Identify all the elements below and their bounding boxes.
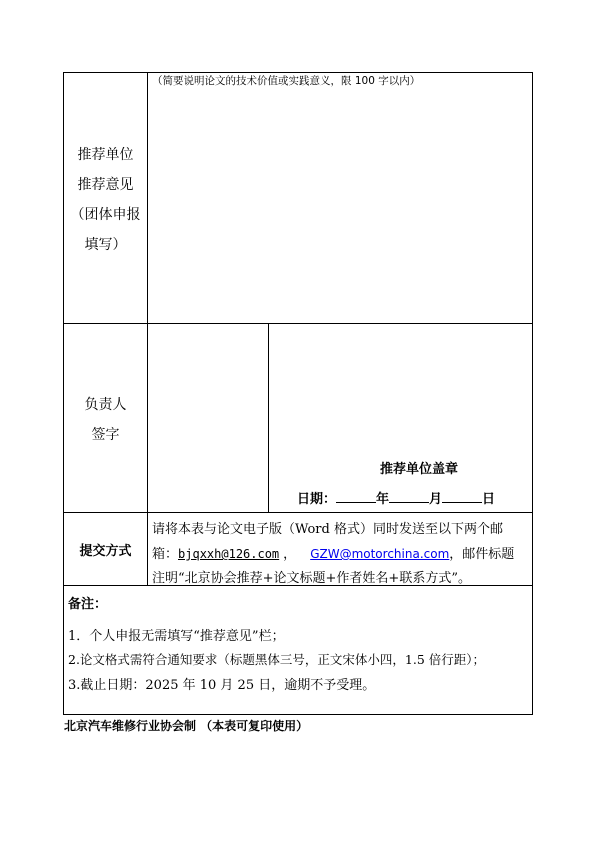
- signature-label-line: 签字: [91, 427, 120, 443]
- signature-label: [64, 390, 147, 450]
- day-label: 日: [482, 492, 496, 507]
- signature-area[interactable]: [148, 324, 268, 512]
- email-separator: ，: [283, 547, 297, 562]
- recommend-label-line: 填写）: [84, 237, 127, 253]
- month-blank[interactable]: [389, 490, 429, 503]
- date-row: [297, 488, 495, 507]
- submission-line-3: 注明“北京协会推荐+论文标题+作者姓名+联系方式”。: [152, 571, 471, 586]
- stamp-area[interactable]: [269, 324, 532, 454]
- recommend-label-line: （团体申报: [70, 207, 141, 223]
- year-blank[interactable]: [336, 490, 376, 503]
- year-label: 年: [376, 492, 390, 507]
- email-1[interactable]: bjqxxh@126.com: [178, 547, 280, 561]
- footer-text: 北京汽车维修行业协会制 （本表可复印使用）: [64, 719, 309, 733]
- table-border-bottom: [63, 714, 533, 715]
- recommend-opinion-area[interactable]: [148, 92, 532, 322]
- note-item: 2.论文格式需符合通知要求（标题黑体三号，正文宋体小四，1.5 倍行距）；: [68, 652, 486, 667]
- submission-line-2: [152, 543, 514, 562]
- submission-line-2-prefix: 箱：: [152, 547, 179, 562]
- stamp-label: 推荐单位盖章: [380, 462, 459, 477]
- submission-label: 提交方式: [79, 544, 132, 559]
- email-2-link[interactable]: GZW@motorchina.com: [310, 547, 450, 561]
- recommend-label-line: 推荐意见: [77, 177, 134, 193]
- submission-line-2-suffix: ，邮件标题: [449, 547, 515, 562]
- month-label: 月: [429, 492, 443, 507]
- notes-title: 备注：: [68, 597, 108, 612]
- signature-label-line: 负责人: [84, 397, 127, 413]
- submission-line-1: 请将本表与论文电子版（Word 格式）同时发送至以下两个邮: [152, 522, 503, 537]
- table-border-right: [532, 72, 533, 715]
- recommend-label: [64, 140, 147, 260]
- note-item: 3.截止日期：2025 年 10 月 25 日，逾期不予受理。: [68, 678, 376, 693]
- date-label: 日期：: [297, 492, 337, 507]
- row-divider-2: [63, 512, 533, 513]
- recommend-hint: （简要说明论文的技术价值或实践意义，限 100 字以内）: [152, 75, 421, 87]
- recommend-label-line: 推荐单位: [77, 147, 134, 163]
- day-blank[interactable]: [442, 490, 482, 503]
- note-item: 1．个人申报无需填写“推荐意见”栏；: [68, 629, 285, 644]
